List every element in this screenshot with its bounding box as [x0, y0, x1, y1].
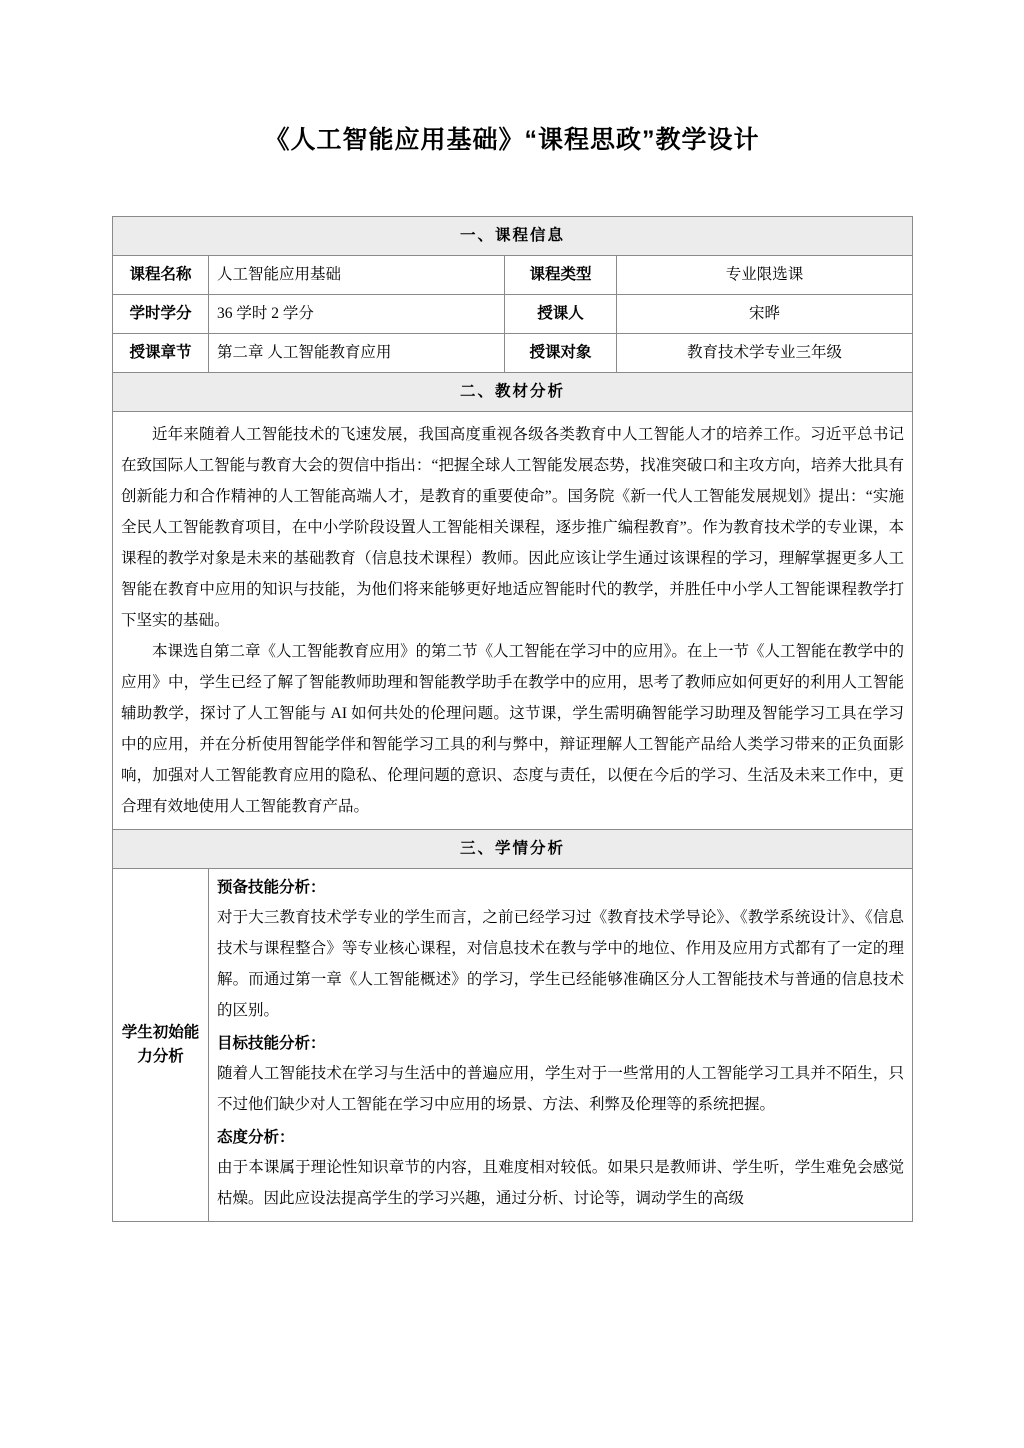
student-analysis-body: [209, 869, 913, 1222]
table-row: [113, 830, 913, 869]
label-audience: 授课对象: [505, 334, 617, 373]
table-row: [113, 373, 913, 412]
block-title-attitude: 态度分析：: [217, 1129, 295, 1147]
label-chapter: 授课章节: [113, 334, 209, 373]
block-title-target-skills: 目标技能分析：: [217, 1035, 326, 1053]
value-credit-hours: 36 学时 2 学分: [209, 295, 505, 334]
label-student-initial-ability: 学生初始能力分析: [113, 869, 209, 1222]
block-title-prerequisite-skills: 预备技能分析：: [217, 879, 326, 897]
table-row: [113, 412, 913, 830]
value-chapter: 第二章 人工智能教育应用: [209, 334, 505, 373]
material-analysis-paragraph: 近年来随着人工智能技术的飞速发展，我国高度重视各级各类教育中人工智能人才的培养工作。习近平总书记在致国际人工智能与教育大会的贺信中指出：“把握全球人工智能发展态势，找准突破口和主攻方向，培养大批具有创新能力和合作精神的人工智能高端人才，是教育的重要使命”。国务院《新一代人工智能发展规划》提出：“实施全民人工智能教育项目，在中小学阶段设置人工智能相关课程，逐步推广编程教育”。作为教育技术学的专业课，本课程的教学对象是未来的基础教育（信息技术课程）教师。因此应该让学生通过该课程的学习，理解掌握更多人工智能在教育中应用的知识与技能，为他们将来能够更好地适应智能时代的教学，并胜任中小学人工智能课程教学打下坚实的基础。: [121, 426, 905, 630]
table-row: [113, 334, 913, 373]
block-body-target-skills: 随着人工智能技术在学习与生活中的普遍应用，学生对于一些常用的人工智能学习工具并不陌生，只不过他们缺少对人工智能在学习中应用的场景、方法、利弊及伦理等的系统把握。: [217, 1065, 905, 1114]
label-course-name: 课程名称: [113, 256, 209, 295]
label-instructor: 授课人: [505, 295, 617, 334]
value-course-name: 人工智能应用基础: [209, 256, 505, 295]
table-row: [113, 256, 913, 295]
label-credit-hours: 学时学分: [113, 295, 209, 334]
teaching-design-table: [112, 216, 913, 1222]
block-body-prerequisite-skills: 对于大三教育技术学专业的学生而言，之前已经学习过《教育技术学导论》、《教学系统设计》、《信息技术与课程整合》等专业核心课程，对信息技术在教与学中的地位、作用及应用方式都有了一定的理解。而通过第一章《人工智能概述》的学习，学生已经能够准确区分人工智能技术与普通的信息技术的区别。: [217, 909, 905, 1020]
value-course-type: 专业限选课: [617, 256, 913, 295]
section-heading-student-analysis: 三、学情分析: [113, 830, 913, 869]
value-audience: 教育技术学专业三年级: [617, 334, 913, 373]
table-row: [113, 295, 913, 334]
label-course-type: 课程类型: [505, 256, 617, 295]
material-analysis-body: [113, 412, 913, 830]
material-analysis-paragraph: 本课选自第二章《人工智能教育应用》的第二节《人工智能在学习中的应用》。在上一节《人工智能在教学中的应用》中，学生已经了解了智能教师助理和智能教学助手在教学中的应用，思考了教师应如何更好的利用人工智能辅助教学，探讨了人工智能与 AI 如何共处的伦理问题。这节课，学生需明确智能学习助理及智能学习工具在学习中的应用，并在分析使用智能学伴和智能学习工具的利与弊中，辩证理解人工智能产品给人类学习带来的正负面影响，加强对人工智能教育应用的隐私、伦理问题的意识、态度与责任，以便在今后的学习、生活及未来工作中，更合理有效地使用人工智能教育产品。: [121, 643, 905, 816]
table-row: [113, 869, 913, 1222]
page-title: 《人工智能应用基础》“课程思政”教学设计: [264, 126, 760, 154]
section-heading-material-analysis: 二、教材分析: [113, 373, 913, 412]
value-instructor: 宋晔: [617, 295, 913, 334]
section-heading-course-info: 一、课程信息: [113, 217, 913, 256]
block-body-attitude: 由于本课属于理论性知识章节的内容，且难度相对较低。如果只是教师讲、学生听，学生难免会感觉枯燥。因此应设法提高学生的学习兴趣，通过分析、讨论等，调动学生的高级: [217, 1159, 905, 1208]
table-row: [113, 217, 913, 256]
